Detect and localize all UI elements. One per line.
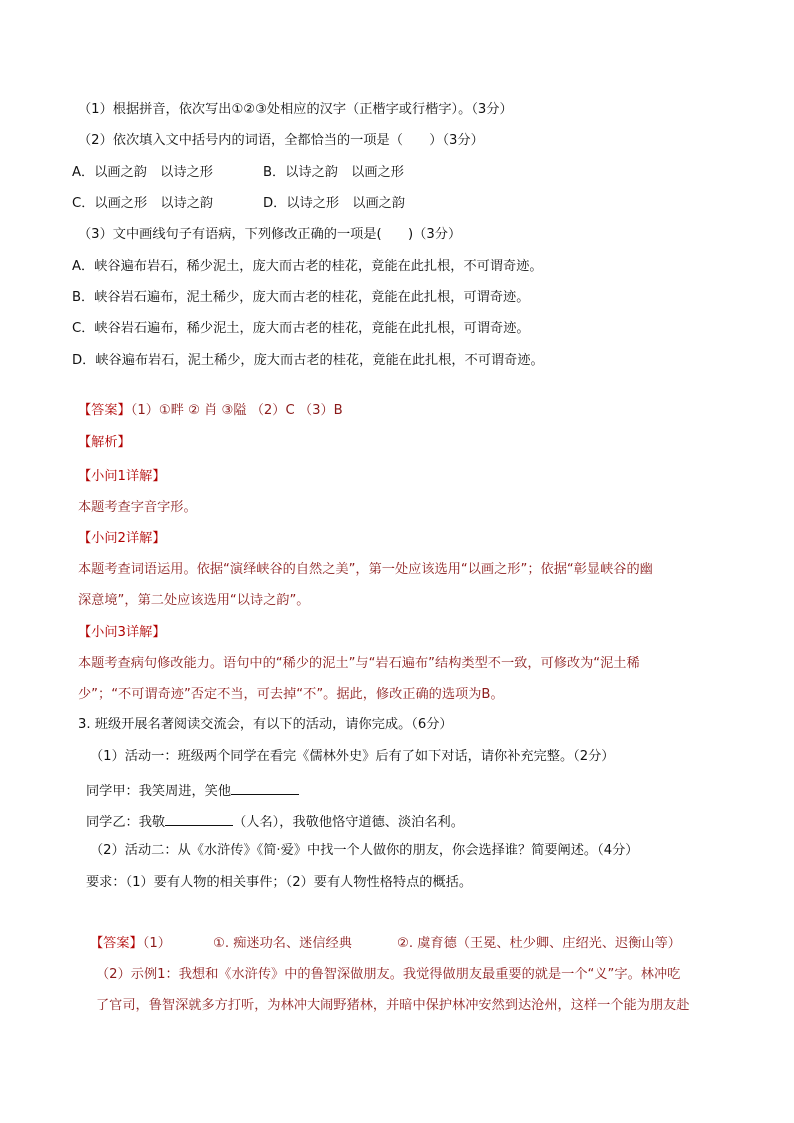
q2-option-c2: C．峡谷岩石遍布，稀少泥土，庞大而古老的桂花，竟能在此扎根，可谓奇迹。 (72, 321, 530, 336)
analysis-label: 【解析】 (78, 435, 131, 450)
q3-activity-1: （1）活动一：班级两个同学在看完《儒林外史》后有了如下对话，请你补充完整。（2分） (90, 749, 615, 764)
answer3-example-line1: （2）示例1：我想和《水浒传》中的鲁智深做朋友。我觉得做朋友最重要的就是一个“义”字。林冲吃 (96, 967, 681, 982)
q3-yi-pre: 同学乙：我敬 (86, 815, 166, 830)
answer-label: 【答案】 (78, 403, 131, 418)
detail-3-line2: 少”；“不可谓奇迹”否定不当，可去掉“不”。据此，修改正确的选项为B。 (78, 687, 504, 702)
answer3-blank2: ②. 虞育德（王冕、杜少卿、庄绍光、迟衡山等） (397, 936, 681, 951)
q2-sub1: （1）根据拼音，依次写出①②③处相应的汉字（正楷字或行楷字）。（3分） (78, 102, 513, 117)
answer3-blank1: ①. 痴迷功名、迷信经典 (213, 936, 352, 951)
q2-option-b1: B．以诗之韵 以画之形 (263, 165, 404, 180)
q2-option-a2: A．峡谷遍布岩石，稀少泥土，庞大而古老的桂花，竟能在此扎根，不可谓奇迹。 (72, 259, 543, 274)
q3-stem: 3. 班级开展名著阅读交流会，有以下的活动，请你完成。（6分） (78, 717, 453, 732)
q2-sub2: （2）依次填入文中括号内的词语，全都恰当的一项是（ ）（3分） (78, 133, 484, 148)
q3-jia-line (86, 780, 299, 801)
answer3-label: 【答案】 (90, 936, 143, 951)
detail-2-line1: 本题考查词语运用。依据“演绎峡谷的自然之美”，第一处应该选用“以画之形”；依据“彰显峡谷的幽 (78, 562, 653, 577)
q3-requirement: 要求：（1）要有人物的相关事件；（2）要有人物性格特点的概括。 (86, 875, 473, 890)
q2-option-a1: A．以画之韵 以诗之形 (72, 165, 213, 180)
q2-sub3: （3）文中画线句子有语病，下列修改正确的一项是( )（3分） (78, 227, 462, 242)
detail-3-line1: 本题考查病句修改能力。语句中的“稀少的泥土”与“岩石遍布”结构类型不一致，可修改为“泥土稀 (78, 656, 640, 671)
answer-row (78, 402, 343, 420)
q3-yi-blank[interactable] (165, 811, 233, 826)
q3-yi-post: （人名），我敬他恪守道德、淡泊名利。 (233, 815, 464, 830)
answer3-example-line2: 了官司，鲁智深就多方打听，为林冲大闹野猪林，并暗中保护林冲安然到达沧州，这样一个能为朋友赴 (96, 998, 690, 1013)
detail-2-title: 【小问2详解】 (78, 531, 166, 546)
q3-activity-2: （2）活动二：从《水浒传》《简·爱》中找一个人做你的朋友，你会选择谁？简要阐述。（4分） (90, 843, 639, 858)
answer3-row1 (90, 935, 171, 953)
q3-jia-text: 同学甲：我笑周进，笑他 (86, 784, 232, 799)
q2-option-d1: D．以诗之形 以画之韵 (263, 196, 406, 211)
q2-option-c1: C．以画之形 以诗之韵 (72, 196, 214, 211)
q3-jia-blank[interactable] (231, 780, 299, 795)
q2-option-d2: D．峡谷遍布岩石，泥土稀少，庞大而古老的桂花，竟能在此扎根，不可谓奇迹。 (72, 353, 544, 368)
detail-1-title: 【小问1详解】 (78, 469, 166, 484)
q3-yi-line (86, 811, 464, 832)
q2-option-b2: B．峡谷岩石遍布，泥土稀少，庞大而古老的桂花，竟能在此扎根，可谓奇迹。 (72, 290, 530, 305)
detail-3-title: 【小问3详解】 (78, 625, 166, 640)
detail-2-line2: 深意境”，第二处应该选用“以诗之韵”。 (78, 593, 310, 608)
answer3-part1: （1） (142, 936, 171, 951)
detail-1-text: 本题考查字音字形。 (78, 500, 197, 515)
answer-text: （1）①畔 ② 肖 ③隘 （2）C （3）B (130, 403, 343, 418)
